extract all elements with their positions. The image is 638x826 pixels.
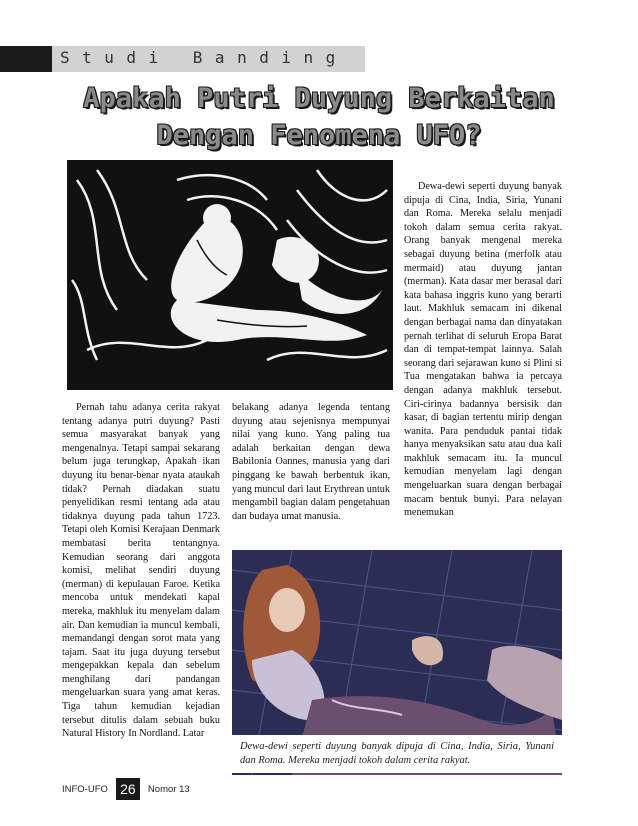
article-title-line2: Dengan Fenomena UFO?: [156, 120, 482, 151]
article-title-line1: Apakah Putri Duyung Berkaitan: [83, 83, 555, 114]
article-paragraph: Pernah tahu adanya cerita rakyat tentang adanya putri duyung? Pasti semua masyarakat banyak yang mengenalnya. Tetapi sampai sekarang belum juga terungkap, Apakah ikan duyung itu benar-benar nyata ataukah tidak? Pernah diadakan suatu penyelidikan resmi tentang ada atau tidaknya duyung pada tahun 1723. Tetapi oleh Komisi Kerajaan Denmark membatasi berita tentangnya. Kemudian seorang dari anggota komisi, melihat sendiri duyung (merman) di kepulauan Faroe. Ketika mencoba untuk mendekati kapal mereka, makhluk itu menyelam dalam air. Dan kemudian ia muncul kembali, memandangi dengan sorot mata yang tajam. Saat itu juga duyung tersebut mengepakkan kepala dan sebelum menghilang dari pandangan mengeluarkan suara yang amat keras. Tiga tahun kemudian kejadian tersebut ditulis dalam sebuah buku Natural History In Nordland. Latar: [62, 402, 220, 740]
article-column-left: [62, 401, 220, 741]
issue-number: Nomor 13: [147, 783, 190, 795]
page-number: 26: [116, 778, 140, 800]
publication-name: INFO-UFO: [62, 783, 108, 795]
page-footer: [62, 778, 190, 800]
section-header-block: [0, 46, 52, 72]
article-column-right: [404, 180, 562, 520]
article-paragraph: Dewa-dewi seperti duyung banyak dipuja di Cina, India, Siria, Yunani dan Roma. Mereka selalu menjadi tokoh dalam semua cerita rakyat. Orang banyak mengenal mereka sebagai duyung betina (merfolk atau mermaid) atau duyung jantan (merman). Kata dasar mer berasal dari kata bahasa inggris kuno yang berarti laut. Makhluk semacam ini dikenal dengan berbagai nama dan dinyatakan pernah terlihat di seluruh Eropa Barat dan di tempat-tempat lainnya. Salah seorang dari sejarawan kuno si Plini si Tua mengatakan bahwa ia percaya dengan adanya makhluk tersebut. Ciri-cirinya badannya bersisik dan kasar, di bagian tertentu mirip dengan wanita. Para penduduk pantai tidak hanya menyaksikan satu atau dua kali makhluk semacam itu. Ia muncul kemudian menyelam lagi dengan mengeluarkan suara dengan berbagai macam bentuk bunyi. Para nelayan menemukan: [404, 181, 562, 519]
section-header: [0, 46, 365, 72]
section-label: Studi Banding: [60, 48, 348, 67]
photo-caption: Dewa-dewi seperti duyung banyak dipuja di Cina, India, Siria, Yunani dan Roma. Mereka menjadi tokoh dalam cerita rakyat.: [240, 741, 554, 766]
article-column-middle: [232, 401, 390, 523]
mermaid-woodcut-illustration: [67, 160, 393, 390]
article-paragraph: belakang adanya legenda tentang duyung atau sejenisnya mempunyai nilai yang kuno. Yang paling tua adalah berkaitan dengan dewa Babilonia Oannes, manusia yang dari pinggang ke bawah berbentuk ikan, yang muncul dari laut Erythrean untuk mengambil bagian dalam pengetahuan dan budaya umat manusia.: [232, 402, 390, 522]
article-title: [20, 80, 618, 154]
